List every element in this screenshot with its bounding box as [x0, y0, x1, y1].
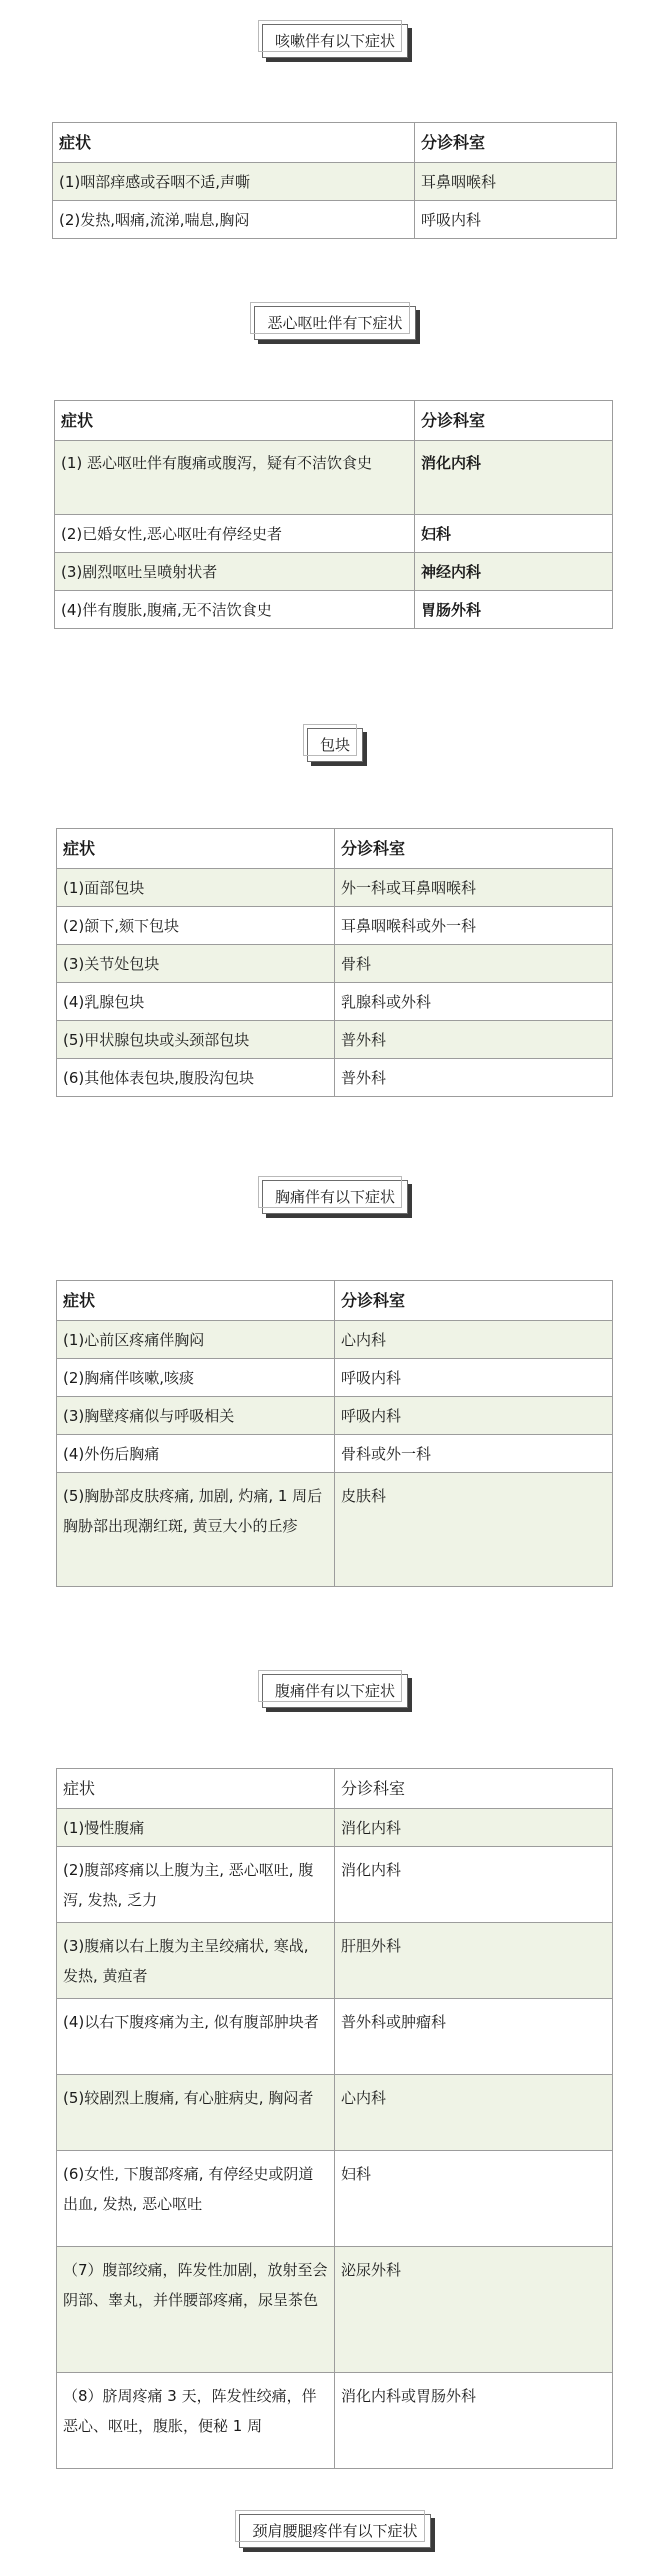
table-row	[57, 1473, 613, 1587]
section-title-text: 恶心呕吐伴有下症状	[254, 306, 415, 340]
symptom-cell: (1)慢性腹痛	[57, 1809, 335, 1847]
header-dept: 分诊科室	[415, 123, 617, 163]
symptom-cell: (1)面部包块	[57, 869, 335, 907]
table-row	[57, 2151, 613, 2247]
dept-cell: 呼吸内科	[335, 1397, 613, 1435]
dept-cell: 普外科或肿瘤科	[335, 1999, 613, 2075]
table-row	[55, 441, 613, 515]
symptom-cell: (3)腹痛以右上腹为主呈绞痛状, 寒战, 发热, 黄疸者	[57, 1923, 335, 1999]
header-symptom: 症状	[55, 401, 415, 441]
symptom-cell: (4)以右下腹疼痛为主, 似有腹部肿块者	[57, 1999, 335, 2075]
symptom-cell: （7）腹部绞痛，阵发性加剧，放射至会阴部、睾丸，并伴腰部疼痛，尿呈茶色	[57, 2247, 335, 2373]
section-title-text: 咳嗽伴有以下症状	[262, 24, 408, 58]
symptom-cell: (6)女性, 下腹部疼痛, 有停经史或阴道出血, 发热, 恶心呕吐	[57, 2151, 335, 2247]
table-row	[57, 2247, 613, 2373]
symptom-cell: (3)剧烈呕吐呈喷射状者	[55, 553, 415, 591]
symptom-cell: (5)较剧烈上腹痛, 有心脏病史, 胸闷者	[57, 2075, 335, 2151]
section-title-cough	[0, 24, 670, 58]
dept-cell: 外一科或耳鼻咽喉科	[335, 869, 613, 907]
header-dept: 分诊科室	[335, 1769, 613, 1809]
header-symptom: 症状	[57, 1281, 335, 1321]
table-row	[57, 2373, 613, 2469]
symptom-cell: (3)关节处包块	[57, 945, 335, 983]
section-title-neck-back-pain	[0, 2514, 670, 2548]
dept-cell: 耳鼻咽喉科	[415, 163, 617, 201]
dept-cell: 皮肤科	[335, 1473, 613, 1587]
table-nausea	[54, 400, 613, 629]
dept-cell: 普外科	[335, 1021, 613, 1059]
table-row	[57, 1999, 613, 2075]
header-dept: 分诊科室	[335, 829, 613, 869]
symptom-cell: (2)已婚女性,恶心呕吐有停经史者	[55, 515, 415, 553]
section-title-text: 腹痛伴有以下症状	[262, 1674, 408, 1708]
dept-cell: 耳鼻咽喉科或外一科	[335, 907, 613, 945]
table-row	[57, 1321, 613, 1359]
table-row	[57, 1021, 613, 1059]
dept-cell: 妇科	[335, 2151, 613, 2247]
table-abdominal-pain	[56, 1768, 613, 2469]
dept-cell: 消化内科	[335, 1809, 613, 1847]
section-title-nausea	[0, 306, 670, 340]
dept-cell: 肝胆外科	[335, 1923, 613, 1999]
table-row	[55, 591, 613, 629]
dept-cell: 骨科或外一科	[335, 1435, 613, 1473]
section-title-text: 包块	[307, 728, 363, 762]
table-header-row	[57, 1769, 613, 1809]
section-title-lump	[0, 728, 670, 762]
symptom-cell: (5)胸胁部皮肤疼痛, 加剧, 灼痛, 1 周后胸胁部出现潮红斑, 黄豆大小的丘疹	[57, 1473, 335, 1587]
header-symptom: 症状	[57, 829, 335, 869]
dept-cell: 妇科	[415, 515, 613, 553]
symptom-cell: (2)腹部疼痛以上腹为主, 恶心呕吐, 腹泻, 发热, 乏力	[57, 1847, 335, 1923]
symptom-cell: (3)胸壁疼痛似与呼吸相关	[57, 1397, 335, 1435]
table-row	[57, 907, 613, 945]
table-lump	[56, 828, 613, 1097]
symptom-cell: (6)其他体表包块,腹股沟包块	[57, 1059, 335, 1097]
dept-cell: 心内科	[335, 1321, 613, 1359]
section-title-text: 颈肩腰腿疼伴有以下症状	[239, 2514, 430, 2548]
dept-cell: 消化内科	[415, 441, 613, 515]
section-title-abdominal-pain	[0, 1674, 670, 1708]
table-row	[57, 1923, 613, 1999]
table-row	[57, 1359, 613, 1397]
dept-cell: 消化内科或胃肠外科	[335, 2373, 613, 2469]
section-title-chest-pain	[0, 1180, 670, 1214]
header-symptom: 症状	[57, 1769, 335, 1809]
dept-cell: 胃肠外科	[415, 591, 613, 629]
symptom-cell: （8）脐周疼痛 3 天，阵发性绞痛，伴恶心、呕吐，腹胀，便秘 1 周	[57, 2373, 335, 2469]
table-header-row	[53, 123, 617, 163]
dept-cell: 乳腺科或外科	[335, 983, 613, 1021]
symptom-cell: (4)伴有腹胀,腹痛,无不洁饮食史	[55, 591, 415, 629]
dept-cell: 骨科	[335, 945, 613, 983]
table-row	[57, 983, 613, 1021]
dept-cell: 呼吸内科	[335, 1359, 613, 1397]
dept-cell: 心内科	[335, 2075, 613, 2151]
table-header-row	[57, 1281, 613, 1321]
table-row	[55, 553, 613, 591]
table-row	[57, 869, 613, 907]
symptom-cell: (4)外伤后胸痛	[57, 1435, 335, 1473]
header-symptom: 症状	[53, 123, 415, 163]
dept-cell: 呼吸内科	[415, 201, 617, 239]
section-title-text: 胸痛伴有以下症状	[262, 1180, 408, 1214]
table-row	[57, 945, 613, 983]
table-header-row	[57, 829, 613, 869]
table-row	[53, 163, 617, 201]
table-row	[57, 2075, 613, 2151]
symptom-cell: (1)咽部痒感或吞咽不适,声嘶	[53, 163, 415, 201]
table-row	[55, 515, 613, 553]
table-chest-pain	[56, 1280, 613, 1587]
table-row	[57, 1059, 613, 1097]
symptom-cell: (1)心前区疼痛伴胸闷	[57, 1321, 335, 1359]
dept-cell: 泌尿外科	[335, 2247, 613, 2373]
symptom-cell: (5)甲状腺包块或头颈部包块	[57, 1021, 335, 1059]
table-cough	[52, 122, 617, 239]
symptom-cell: (1) 恶心呕吐伴有腹痛或腹泻，疑有不洁饮食史	[55, 441, 415, 515]
table-header-row	[55, 401, 613, 441]
symptom-cell: (2)颌下,颏下包块	[57, 907, 335, 945]
table-row	[57, 1397, 613, 1435]
symptom-cell: (4)乳腺包块	[57, 983, 335, 1021]
symptom-cell: (2)胸痛伴咳嗽,咳痰	[57, 1359, 335, 1397]
table-row	[57, 1809, 613, 1847]
header-dept: 分诊科室	[415, 401, 613, 441]
header-dept: 分诊科室	[335, 1281, 613, 1321]
table-row	[57, 1847, 613, 1923]
table-row	[57, 1435, 613, 1473]
symptom-cell: (2)发热,咽痛,流涕,喘息,胸闷	[53, 201, 415, 239]
dept-cell: 普外科	[335, 1059, 613, 1097]
table-row	[53, 201, 617, 239]
dept-cell: 神经内科	[415, 553, 613, 591]
dept-cell: 消化内科	[335, 1847, 613, 1923]
